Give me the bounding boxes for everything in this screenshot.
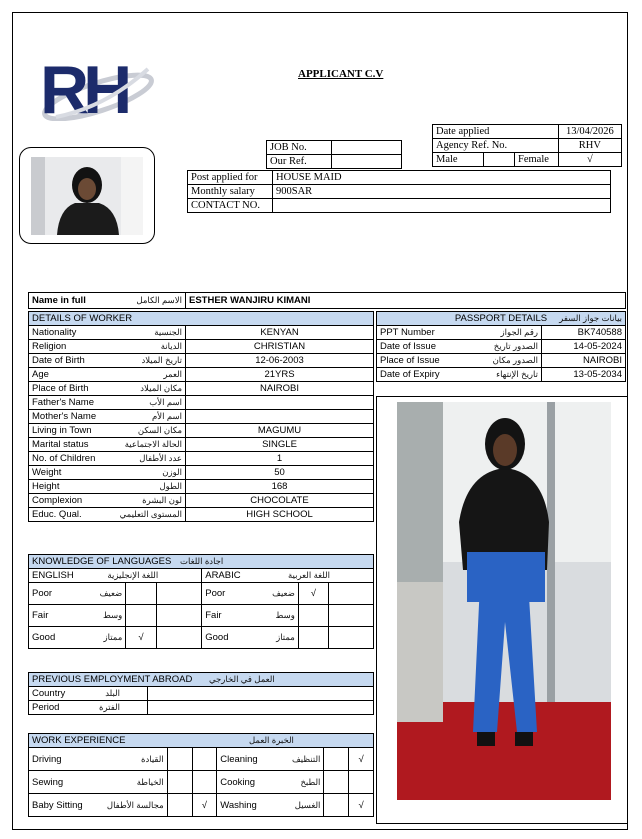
passport-field-label-ar: الصدور تاريخ (493, 341, 538, 351)
language-check (126, 583, 156, 605)
experience-row (29, 794, 374, 817)
experience-skill-label: Driving (32, 753, 62, 765)
worker-field-label: Mother's Name (32, 411, 97, 422)
experience-skill-label-ar: الطبخ (300, 776, 321, 787)
agency-logo (36, 47, 154, 121)
language-blank (156, 583, 202, 605)
worker-field-label: Height (32, 481, 60, 492)
application-meta-table (432, 124, 622, 167)
worker-field-value: KENYAN (186, 326, 374, 340)
work-experience-table (28, 733, 374, 817)
worker-field-value: MAGUMU (186, 424, 374, 438)
language-level-label: Poor (205, 588, 226, 599)
worker-field-label: Age (32, 369, 49, 380)
worker-field-label: Religion (32, 341, 67, 352)
previous-row (29, 701, 374, 715)
language-blank (156, 605, 202, 627)
worker-field-value: CHOCOLATE (186, 494, 374, 508)
job-ref-table (266, 140, 402, 169)
worker-row (29, 396, 374, 410)
worker-field-label: Weight (32, 467, 62, 478)
worker-spacer (29, 522, 374, 531)
worker-field-label: Complexion (32, 495, 83, 506)
our-ref-label: Our Ref. (267, 155, 332, 169)
name-label-ar: الاسم الكامل (136, 295, 182, 305)
experience-row (29, 771, 374, 794)
post-details-table (187, 170, 611, 213)
worker-field-value (186, 410, 374, 424)
language-level-label: Fair (205, 610, 222, 621)
worker-field-label-ar: الجنسية (154, 327, 182, 337)
date-applied-label: Date applied (433, 125, 559, 139)
worker-row (29, 340, 374, 354)
job-no-label: JOB No. (267, 141, 332, 155)
worker-row (29, 368, 374, 382)
previous-field-label-ar: البلد (105, 688, 120, 698)
language-level-label-ar: ضعيف (272, 588, 295, 598)
passport-field-value: NAIROBI (542, 354, 626, 368)
worker-field-value: HIGH SCHOOL (186, 508, 374, 522)
previous-field-value (148, 687, 374, 701)
previous-employment-table (28, 672, 374, 715)
language-level-label-ar: ضعيف (99, 588, 123, 598)
worker-field-value: 168 (186, 480, 374, 494)
language-blank (328, 627, 373, 649)
worker-field-value: NAIROBI (186, 382, 374, 396)
experience-skill-label-ar: الغسيل (294, 799, 321, 810)
job-no-value (332, 141, 402, 155)
name-row-table (28, 292, 626, 309)
salary-value: 900SAR (273, 185, 611, 199)
experience-heading-ar: الخبرة العمل (249, 735, 294, 745)
worker-field-label: Nationality (32, 327, 77, 338)
worker-field-value (186, 396, 374, 410)
arabic-label: ARABIC (205, 570, 241, 581)
language-check (126, 605, 156, 627)
worker-field-label-ar: العمر (163, 369, 182, 379)
experience-skill-label: Sewing (32, 776, 64, 788)
language-blank (328, 583, 373, 605)
worker-row (29, 410, 374, 424)
experience-check (192, 771, 217, 794)
worker-field-label: Date of Birth (32, 355, 85, 366)
worker-field-value: 50 (186, 466, 374, 480)
passport-field-label-ar: رقم الجواز (500, 327, 538, 337)
experience-blank (324, 748, 349, 771)
language-level-label-ar: ممتاز (276, 632, 295, 642)
passport-heading-ar: بيانات جواز السفر (559, 313, 622, 323)
salary-label: Monthly salary (188, 185, 273, 199)
languages-heading-ar: اجادة اللغات (180, 556, 224, 566)
worker-row (29, 382, 374, 396)
experience-check: √ (192, 794, 217, 817)
male-label: Male (433, 153, 484, 167)
experience-check (349, 771, 374, 794)
worker-row (29, 354, 374, 368)
experience-skill-label-ar: التنظيف (292, 753, 321, 764)
language-blank (328, 605, 373, 627)
experience-blank (324, 771, 349, 794)
previous-heading: PREVIOUS EMPLOYMENT ABROAD (32, 674, 193, 685)
worker-row (29, 452, 374, 466)
experience-blank (167, 794, 192, 817)
experience-blank (167, 771, 192, 794)
experience-skill-label-ar: مجالسة الأطفال (106, 799, 164, 810)
worker-field-label-ar: مكان السكن (137, 425, 182, 435)
language-row (29, 627, 374, 649)
worker-row (29, 326, 374, 340)
experience-skill-label: Washing (220, 799, 257, 811)
language-blank (156, 627, 202, 649)
worker-field-value: 1 (186, 452, 374, 466)
date-applied-value: 13/04/2026 (558, 125, 621, 139)
worker-field-value: CHRISTIAN (186, 340, 374, 354)
passport-field-label-ar: تاريخ الإنتهاء (496, 369, 538, 379)
worker-field-label-ar: عدد الأطفال (139, 453, 182, 463)
applicant-portrait-image (31, 157, 143, 235)
passport-row (377, 326, 626, 340)
worker-field-label-ar: المستوى التعليمي (119, 509, 182, 519)
language-level-label: Good (32, 632, 56, 643)
previous-row (29, 687, 374, 701)
passport-field-value: BK740588 (542, 326, 626, 340)
worker-row (29, 424, 374, 438)
passport-field-label: Date of Issue (380, 341, 436, 352)
passport-table (376, 311, 626, 382)
contact-value (273, 199, 611, 213)
worker-field-label: Marital status (32, 439, 89, 450)
worker-field-value: 21YRS (186, 368, 374, 382)
experience-skill-label: Baby Sitting (32, 799, 83, 811)
passport-field-value: 13-05-2034 (542, 368, 626, 382)
name-value: ESTHER WANJIRU KIMANI (186, 293, 626, 309)
worker-heading: DETAILS OF WORKER (29, 312, 374, 326)
language-row (29, 583, 374, 605)
experience-skill-label-ar: القيادة (141, 753, 164, 764)
experience-skill-label: Cleaning (220, 753, 258, 765)
passport-field-label: PPT Number (380, 327, 435, 338)
english-label-ar: اللغة الإنجليزية (107, 570, 159, 580)
previous-field-value (148, 701, 374, 715)
worker-field-label: Living in Town (32, 425, 92, 436)
english-label: ENGLISH (32, 570, 74, 581)
worker-field-label: Place of Birth (32, 383, 89, 394)
worker-field-value: SINGLE (186, 438, 374, 452)
post-value: HOUSE MAID (273, 171, 611, 185)
name-label: Name in full (32, 295, 86, 306)
passport-row (377, 368, 626, 382)
male-check (484, 153, 515, 167)
worker-field-label-ar: مكان الميلاد (140, 383, 182, 393)
passport-field-value: 14-05-2024 (542, 340, 626, 354)
our-ref-value (332, 155, 402, 169)
worker-field-label-ar: اسم الأب (149, 397, 182, 407)
experience-check: √ (349, 794, 374, 817)
passport-field-label: Date of Expiry (380, 369, 440, 380)
language-row (29, 605, 374, 627)
arabic-label-ar: اللغة العربية (287, 570, 330, 580)
agency-ref-label: Agency Ref. No. (433, 139, 559, 153)
previous-heading-ar: العمل في الخارجي (208, 674, 275, 684)
worker-field-label: Educ. Qual. (32, 509, 82, 520)
previous-field-label: Period (32, 702, 60, 713)
worker-field-label-ar: الديانة (160, 341, 182, 351)
language-check (298, 627, 328, 649)
worker-row (29, 508, 374, 522)
language-check (298, 605, 328, 627)
language-level-label: Good (205, 632, 229, 643)
passport-row (377, 340, 626, 354)
passport-field-label: Place of Issue (380, 355, 440, 366)
passport-heading: PASSPORT DETAILS (454, 313, 548, 324)
worker-field-label-ar: الوزن (162, 467, 182, 477)
experience-blank (167, 748, 192, 771)
language-level-label-ar: ممتاز (103, 632, 123, 642)
previous-field-label: Country (32, 688, 66, 699)
passport-field-label-ar: الصدور مكان (492, 355, 538, 365)
experience-heading: WORK EXPERIENCE (32, 735, 126, 746)
previous-field-label-ar: الفترة (99, 702, 120, 712)
worker-row (29, 494, 374, 508)
experience-check (192, 748, 217, 771)
worker-field-label-ar: الطول (159, 481, 182, 491)
worker-field-label-ar: لون البشرة (142, 495, 182, 505)
language-check: √ (126, 627, 156, 649)
worker-details-table (28, 311, 374, 530)
worker-row (29, 438, 374, 452)
worker-field-label: No. of Children (32, 453, 96, 464)
svg-text:RH: RH (40, 52, 127, 121)
applicant-full-body-image (397, 402, 611, 800)
language-level-label: Poor (32, 588, 53, 599)
language-level-label-ar: وسط (275, 610, 295, 620)
worker-field-value: 12-06-2003 (186, 354, 374, 368)
experience-row (29, 748, 374, 771)
agency-ref-value: RHV (558, 139, 621, 153)
female-label: Female (515, 153, 559, 167)
worker-row (29, 480, 374, 494)
experience-check: √ (349, 748, 374, 771)
worker-field-label: Father's Name (32, 397, 95, 408)
experience-blank (324, 794, 349, 817)
worker-field-label-ar: الحالة الاجتماعية (124, 439, 182, 449)
languages-heading: KNOWLEDGE OF LANGUAGES (32, 556, 172, 567)
worker-field-label-ar: اسم الأم (152, 411, 182, 421)
language-check: √ (298, 583, 328, 605)
document-title: APPLICANT C.V (298, 68, 384, 80)
language-level-label-ar: وسط (102, 610, 123, 620)
languages-table (28, 554, 374, 649)
applicant-photo-frame (19, 147, 155, 244)
language-level-label: Fair (32, 610, 49, 621)
worker-row (29, 466, 374, 480)
post-label: Post applied for (188, 171, 273, 185)
applicant-full-photo-frame (376, 396, 628, 824)
experience-skill-label-ar: الخياطة (136, 776, 164, 787)
passport-row (377, 354, 626, 368)
worker-field-label-ar: تاريخ الميلاد (141, 355, 182, 365)
contact-label: CONTACT NO. (188, 199, 273, 213)
female-check: √ (558, 153, 621, 167)
experience-skill-label: Cooking (220, 776, 256, 788)
